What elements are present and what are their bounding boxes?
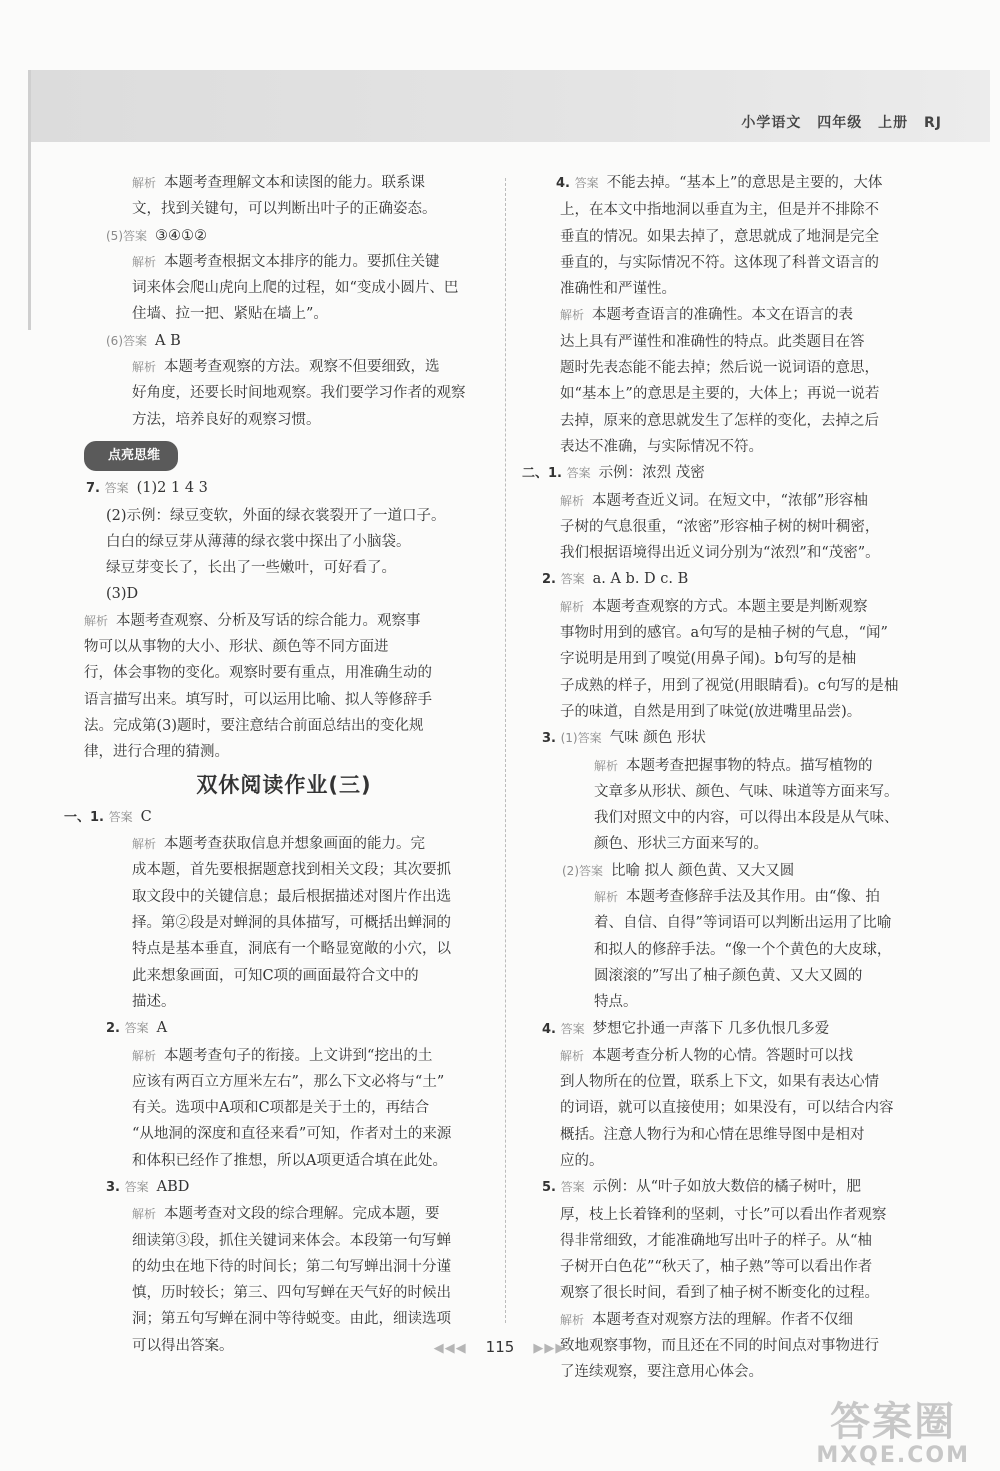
text-line: 去掉，原来的意思就发生了怎样的变化，去掉之后: [560, 412, 879, 429]
prev-arrows-icon: ◀◀◀: [433, 1341, 467, 1356]
header-title: 小学语文 四年级 上册 RJ: [741, 115, 942, 131]
text-line: 子的味道，自然是用到了味觉(放进嘴里品尝)。: [560, 703, 862, 720]
analysis-line: 解析 本题考查修辞手法及其作用。由“像、拍: [594, 889, 880, 906]
t1-answer: 二、1. 答案 示例：浓烈 茂密: [522, 465, 705, 482]
text-line: 白白的绿豆芽从薄薄的绿衣裳中探出了小脑袋。: [106, 533, 411, 550]
analysis-line: 解析 本题考查观察的方法。观察不但要细致，选: [132, 359, 440, 376]
text-line: 达上具有严谨性和准确性的特点。此类题目在答: [560, 333, 865, 350]
text-line: 的幼虫在地下待的时间长；第二句写蝉出洞十分谨: [132, 1258, 451, 1275]
text-line: 住墙、拉一把、紧贴在墙上”。: [132, 306, 328, 323]
text-line: 物可以从事物的大小、形状、颜色等不同方面进: [84, 639, 389, 656]
text-line: 细读第③段，抓住关键词来体会。本段第一句写蝉: [132, 1232, 451, 1249]
text-line: 得非常细致，才能准确地写出叶子的样子。从“柚: [560, 1232, 872, 1249]
text-line: 和体积已经作了推想，所以A项更适合填在此处。: [132, 1152, 447, 1169]
section-title: 双休阅读作业(三): [196, 772, 372, 797]
text-line: 准确性和严谨性。: [560, 281, 676, 298]
text-line: 特点是基本垂直，洞底有一个略显宽敞的小穴，以: [132, 941, 451, 958]
text-line: 颜色、形状三方面来写的。: [594, 836, 768, 853]
analysis-line: 解析 本题考查获取信息并想象画面的能力。完: [132, 836, 426, 853]
text-line: 有关。选项中A项和C项都是关于土的，再结合: [132, 1100, 430, 1117]
analysis-line: 解析 本题考查句子的衔接。上文讲到“挖出的土: [132, 1047, 433, 1064]
text-line: 方法，培养良好的观察习惯。: [132, 411, 321, 428]
text-line: 子树开白色花”“秋天了，柚子熟”等可以看出作者: [560, 1259, 873, 1276]
text-line: 慎，历时较长；第三、四句写蝉在天气好的时候出: [132, 1285, 451, 1302]
text-line: 特点。: [594, 994, 638, 1011]
text-line: 择。第②段是对蝉洞的具体描写，可概括出蝉洞的: [132, 915, 451, 932]
page-number: 115: [485, 1338, 515, 1356]
text-line: 如“基本上”的意思是主要的，大体上；再说一说若: [560, 386, 880, 403]
text-line: 题时先表态能不能去掉；然后说一说词语的意思，: [560, 360, 879, 377]
s3-answer: 3. 答案 ABD: [106, 1178, 190, 1195]
analysis-line: 解析 本题考查对观察方法的理解。作者不仅细: [560, 1311, 854, 1328]
text-line: 上，在本文中指地洞以垂直为主，但是并不排除不: [560, 202, 879, 219]
text-line: 应的。: [560, 1152, 604, 1169]
text-line: 洞；第五句写蝉在洞中等待蜕变。由此，细读选项: [132, 1311, 451, 1328]
watermark-text: 答案圈: [830, 1399, 957, 1445]
right-column: [524, 170, 934, 1386]
text-line: “从地洞的深度和直径来看”可知，作者对土的来源: [132, 1126, 452, 1143]
text-line: (2)示例：绿豆变软，外面的绿衣裳裂开了一道口子。: [106, 507, 446, 524]
text-line: 子树的气息很重，“浓密”形容柚子树的树叶稠密，: [560, 518, 880, 535]
analysis-line: 解析 本题考查近义词。在短文中，“浓郁”形容柚: [560, 492, 868, 509]
analysis-line: 解析 本题考查对文段的综合理解。完成本题，要: [132, 1206, 440, 1223]
text-line: 我们根据语境得出近义词分别为“浓烈”和“茂密”。: [560, 545, 880, 562]
analysis-line: 解析 本题考查观察的方式。本题主要是判断观察: [560, 598, 868, 615]
r4-answer: 4. 答案 不能去掉。“基本上”的意思是主要的，大体: [556, 175, 883, 191]
t3-answer-1: 3. (1)答案 气味 颜色 形状: [542, 730, 706, 747]
text-line: 律，进行合理的猜测。: [84, 744, 229, 761]
text-line: 行，体会事物的变化。观察时要有重点，用准确生动的: [84, 665, 432, 682]
text-line: 表达不准确，与实际情况不符。: [560, 438, 763, 455]
analysis-line: 解析 本题考查把握事物的特点。描写植物的: [594, 757, 873, 774]
analysis-line: 解析 本题考查理解文本和读图的能力。联系课: [132, 175, 426, 191]
text-line: 取文段中的关键信息；最后根据描述对图片作出选: [132, 888, 451, 905]
text-line: 子成熟的样子，用到了视觉(用眼睛看)。c句写的是柚: [560, 677, 899, 694]
text-line: 厚，枝上长着锋利的坚刺，寸长”可以看出作者观察: [560, 1206, 887, 1223]
text-line: 成本题，首先要根据题意找到相关文段；其次要抓: [132, 862, 451, 879]
q7-answer: 7. 答案 (1)2 1 4 3: [86, 480, 208, 497]
text-line: 可以得出答案。: [132, 1337, 234, 1354]
left-column: [64, 170, 484, 1359]
q6-answer: (6)答案 A B: [106, 332, 181, 349]
text-line: 概括。注意人物行为和心情在思维导图中是相对: [560, 1126, 865, 1143]
text-line: 的词语，就可以直接使用；如果没有，可以结合内容: [560, 1100, 894, 1117]
text-line: 事物时用到的感官。a句写的是柚子树的气息，“闻”: [560, 625, 888, 642]
t3-answer-2: (2)答案 比喻 拟人 颜色黄、又大又圆: [562, 862, 795, 879]
page-footer: [0, 1337, 1000, 1356]
text-line: 到人物所在的位置，联系上下文，如果有表达心情: [560, 1074, 879, 1091]
watermark-url: MXQE.COM: [816, 1443, 970, 1468]
text-line: 观察了很长时间，看到了柚子树不断变化的过程。: [560, 1285, 879, 1302]
analysis-line: 解析 本题考查语言的准确性。本文在语言的表: [560, 307, 854, 324]
text-line: 我们对照文中的内容，可以得出本段是从气味、: [594, 810, 899, 827]
analysis-line: 解析 本题考查分析人物的心情。答题时可以找: [560, 1047, 854, 1064]
text-line: 垂直的，与实际情况不符。这体现了科普文语言的: [560, 254, 879, 271]
next-arrows-icon: ▶▶▶: [533, 1341, 567, 1356]
text-line: 圆滚滚的”写出了柚子颜色黄、又大又圆的: [594, 967, 863, 984]
s1-answer: 一、1. 答案 C: [64, 808, 152, 825]
text-line: 语言描写出来。填写时，可以运用比喻、拟人等修辞手: [84, 691, 432, 708]
analysis-line: 解析 本题考查根据文本排序的能力。要抓住关键: [132, 253, 440, 270]
text-line: 和拟人的修辞手法。“像一个个黄色的大皮球，: [594, 941, 892, 958]
text-line: 描述。: [132, 993, 176, 1010]
text-line: 此来想象画面，可知C项的画面最符合文中的: [132, 967, 419, 984]
text-line: (3)D: [106, 586, 139, 603]
text-line: 垂直的情况。如果去掉了，意思就成了地洞是完全: [560, 228, 879, 245]
text-line: 着、自信、自得”等词语可以判断出运用了比喻: [594, 915, 892, 932]
text-line: 应该有两百立方厘米左右”，那么下文必将与“土”: [132, 1073, 445, 1090]
text-line: 字说明是用到了嗅觉(用鼻子闻)。b句写的是柚: [560, 651, 857, 668]
text-line: 法。完成第(3)题时，要注意结合前面总结出的变化规: [84, 717, 424, 734]
text-line: 文章多从形状、颜色、气味、味道等方面来写。: [594, 783, 899, 800]
s2-answer: 2. 答案 A: [106, 1020, 168, 1037]
t2-answer: 2. 答案 a. A b. D c. B: [542, 571, 689, 588]
text-line: 词来体会爬山虎向上爬的过程，如“变成小圆片、巴: [132, 280, 459, 297]
section-badge: 点亮思维: [84, 441, 178, 471]
text-line: 了连续观察，要注意用心体会。: [560, 1364, 763, 1381]
q5-answer: (5)答案 ③④①②: [106, 227, 208, 244]
text-line: 好角度，还要长时间地观察。我们要学习作者的观察: [132, 385, 466, 402]
t5-answer: 5. 答案 示例：从“叶子如放大数倍的橘子树叶，肥: [542, 1179, 862, 1196]
header-left-rule: [28, 70, 31, 330]
column-divider: [505, 178, 506, 1323]
text-line: 文，找到关键句，可以判断出叶子的正确姿态。: [132, 201, 437, 218]
text-line: 致地观察事物，而且还在不同的时间点对事物进行: [560, 1338, 879, 1355]
t4-answer: 4. 答案 梦想它扑通一声落下 几多仇恨几多爱: [542, 1020, 830, 1037]
text-line: 绿豆芽变长了，长出了一些嫩叶，可好看了。: [106, 560, 396, 577]
analysis-line: 解析 本题考查观察、分析及写话的综合能力。观察事: [84, 612, 421, 629]
watermark-logo: [816, 1400, 970, 1468]
